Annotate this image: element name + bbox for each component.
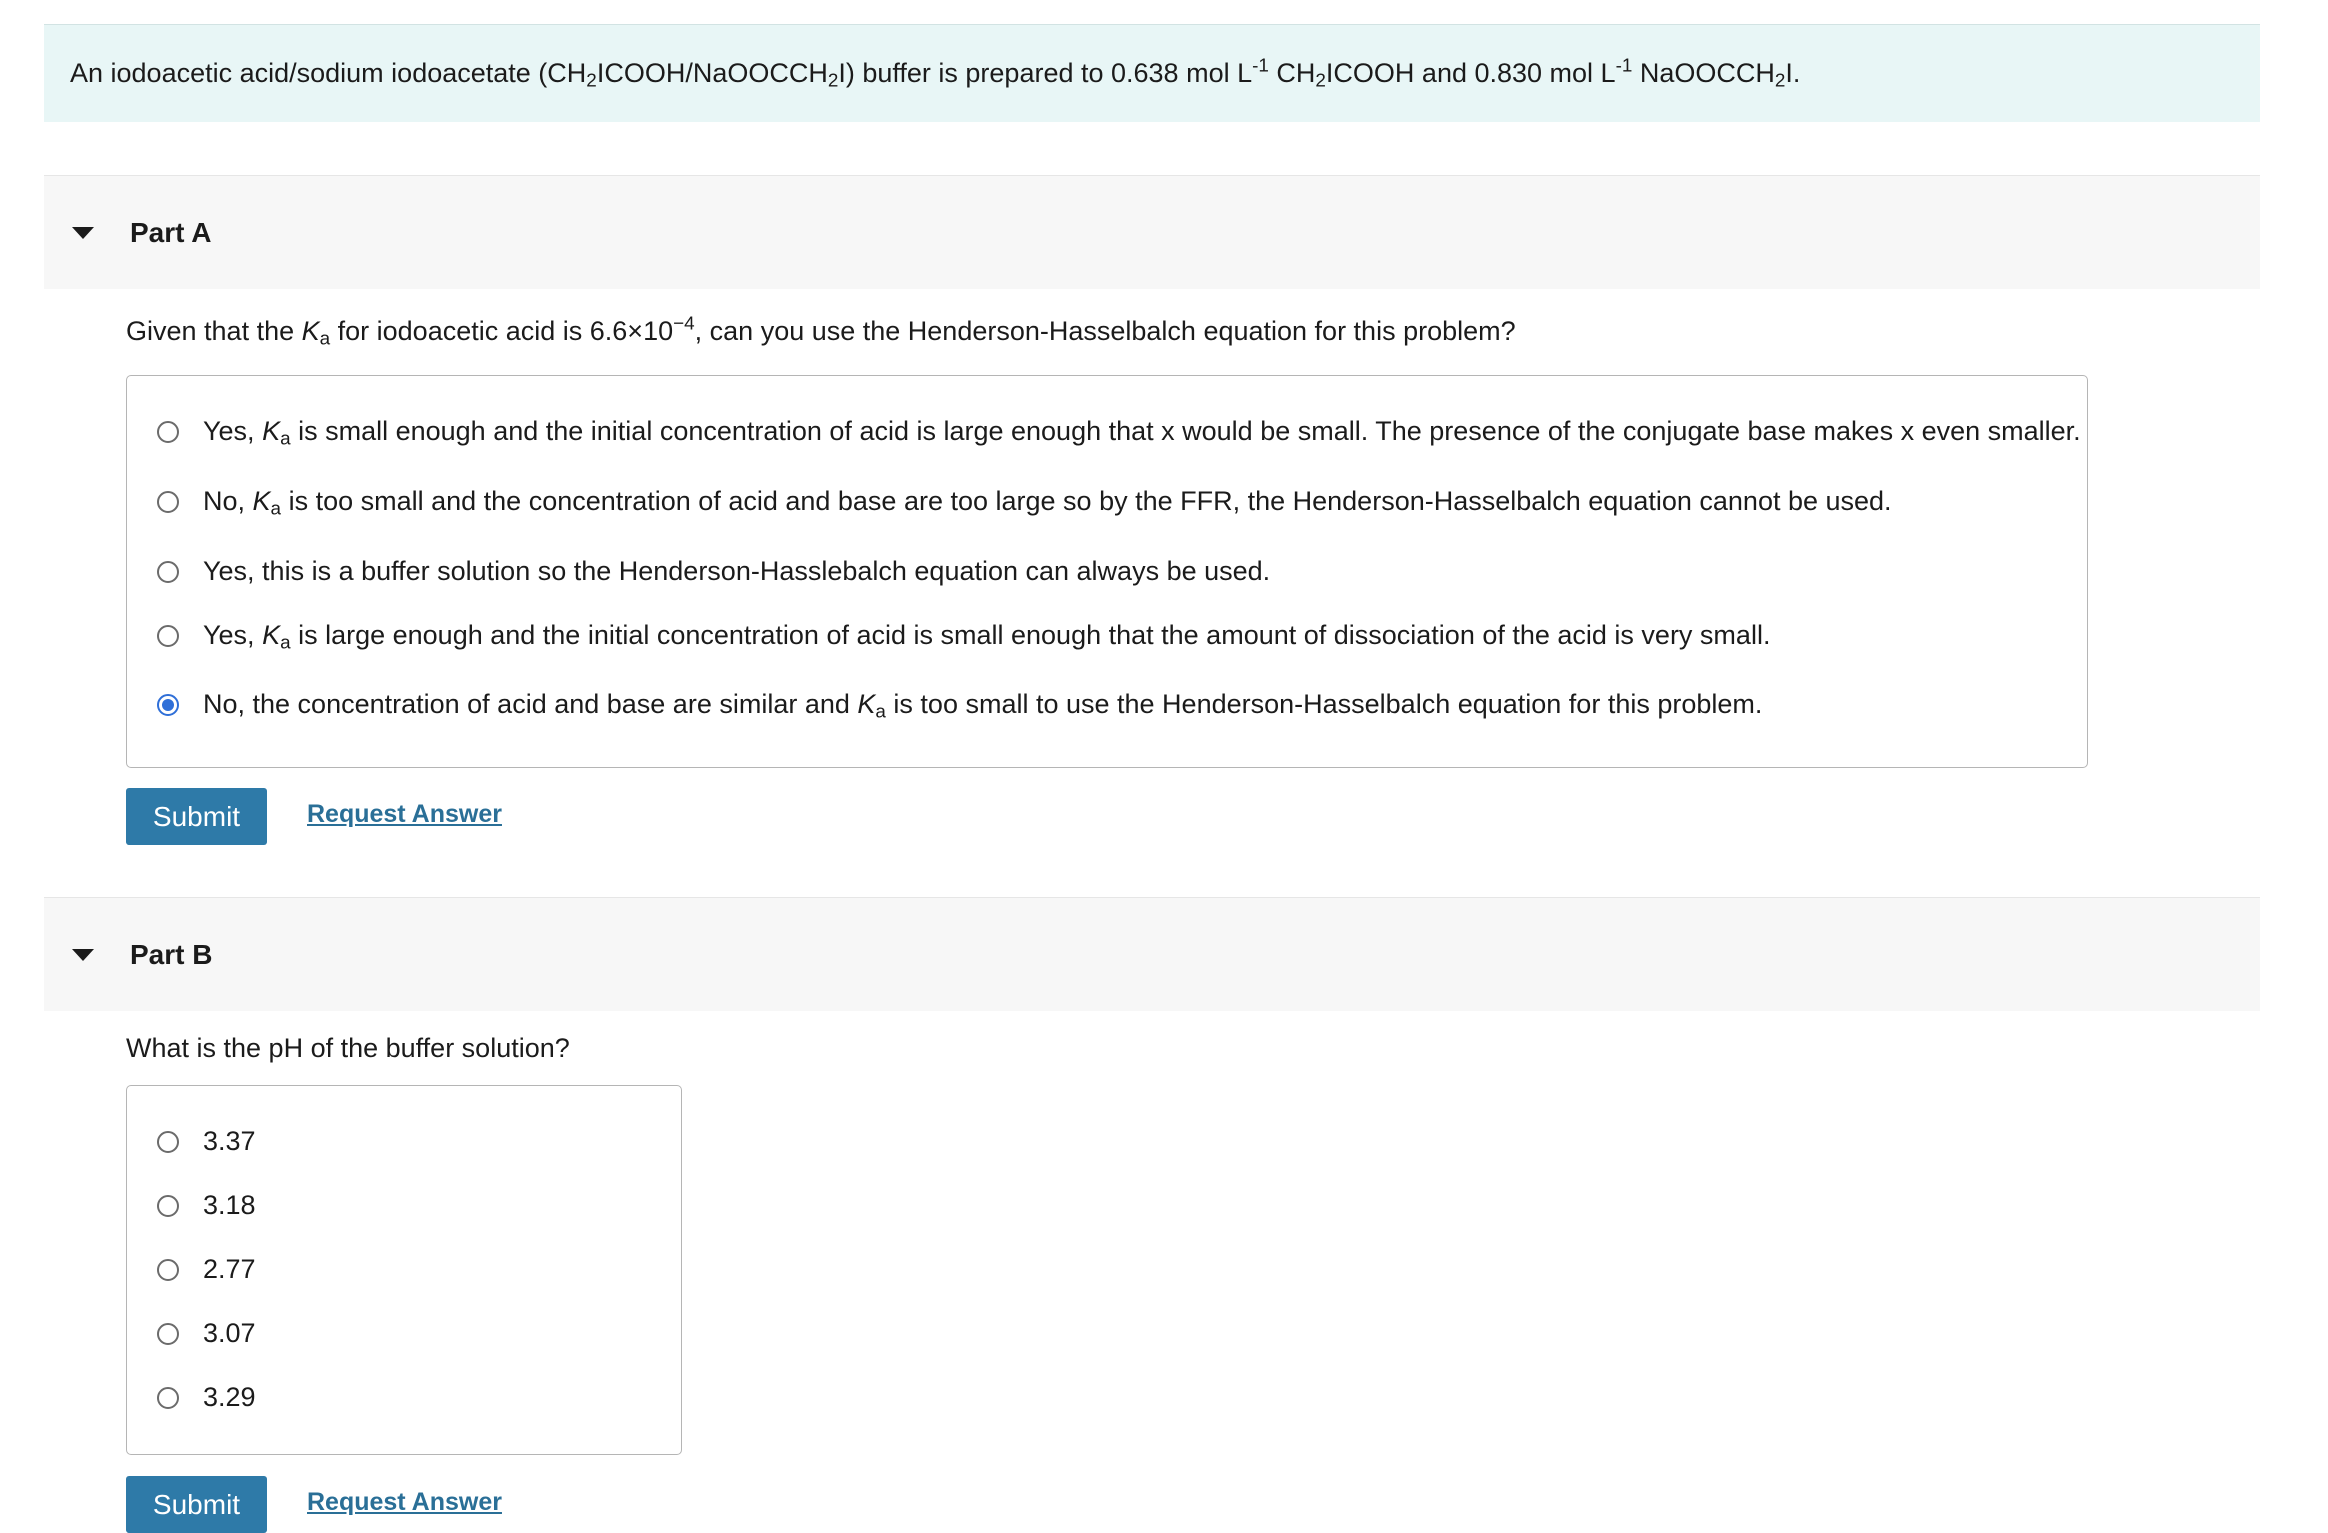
part-a-option-3[interactable] — [157, 556, 1270, 587]
part-a-question: Given that the $K_a$ for iodoacetic acid is $6.6\times 10^{-4}$, can you use the Henderson-Hasselbalch equation for this problem? — [126, 313, 1516, 350]
radio-button[interactable] — [157, 1259, 179, 1281]
problem-statement — [44, 24, 2260, 122]
part-a-option-5[interactable] — [157, 689, 1763, 723]
radio-button[interactable] — [157, 561, 179, 583]
part-b-options-box — [126, 1085, 682, 1455]
radio-button[interactable] — [157, 1387, 179, 1409]
part-a-option-1[interactable] — [157, 416, 2081, 450]
option-label: 3.07 — [203, 1318, 256, 1348]
radio-button[interactable] — [157, 421, 179, 443]
part-a-submit-button[interactable]: Submit — [126, 788, 267, 845]
radio-button-selected[interactable] — [157, 694, 179, 716]
problem-statement-text: An iodoacetic acid/sodium iodoacetate $(CH_2ICOOH/NaOOCCH_2I)$ buffer is prepared to 0.638 mol $L^{-1}$ $CH_2ICOOH$ and 0.830 mol $L^{-1}$ NaOOCCH$_2$I. — [70, 55, 1801, 92]
radio-button[interactable] — [157, 625, 179, 647]
part-b-option-4[interactable] — [157, 1318, 256, 1349]
option-label: 3.18 — [203, 1190, 256, 1220]
option-label: 2.77 — [203, 1254, 256, 1284]
part-a-options-box — [126, 375, 2088, 768]
part-b-option-5[interactable] — [157, 1382, 256, 1413]
option-label: Yes, $K_a$ is large enough and the initial concentration of acid is small enough that the amount of dissociation of the acid is very small. — [203, 620, 1771, 654]
part-b-title: Part B — [130, 938, 213, 970]
part-b-header[interactable] — [44, 897, 2260, 1011]
caret-down-icon[interactable] — [72, 949, 94, 961]
part-b-question: What is the pH of the buffer solution? — [126, 1033, 570, 1063]
part-a-request-answer-link[interactable]: Request Answer — [307, 800, 502, 828]
radio-button[interactable] — [157, 1131, 179, 1153]
option-label: No, the concentration of acid and base are similar and $K_a$ is too small to use the Henderson-Hasselbalch equation for this problem. — [203, 689, 1763, 723]
part-a-option-4[interactable] — [157, 620, 1771, 654]
option-label: Yes, $K_a$ is small enough and the initial concentration of acid is large enough that x would be small. The presence of the conjugate base makes x even smaller. — [203, 416, 2081, 450]
option-label: No, $K_a$ is too small and the concentration of acid and base are too large so by the FFR, the Henderson-Hasselbalch equation cannot be used. — [203, 486, 1892, 520]
part-a-option-2[interactable] — [157, 486, 1892, 520]
part-b-request-answer-link[interactable]: Request Answer — [307, 1488, 502, 1516]
radio-button[interactable] — [157, 1323, 179, 1345]
caret-down-icon[interactable] — [72, 227, 94, 239]
part-a-header[interactable] — [44, 175, 2260, 289]
option-label: 3.37 — [203, 1126, 256, 1156]
part-b-option-1[interactable] — [157, 1126, 256, 1157]
part-b-submit-button[interactable]: Submit — [126, 1476, 267, 1533]
option-label: Yes, this is a buffer solution so the Henderson-Hasslebalch equation can always be used. — [203, 556, 1271, 586]
radio-button[interactable] — [157, 1195, 179, 1217]
radio-button[interactable] — [157, 491, 179, 513]
option-label: 3.29 — [203, 1382, 256, 1412]
part-b-option-3[interactable] — [157, 1254, 256, 1285]
part-b-option-2[interactable] — [157, 1190, 256, 1221]
part-a-title: Part A — [130, 216, 212, 248]
